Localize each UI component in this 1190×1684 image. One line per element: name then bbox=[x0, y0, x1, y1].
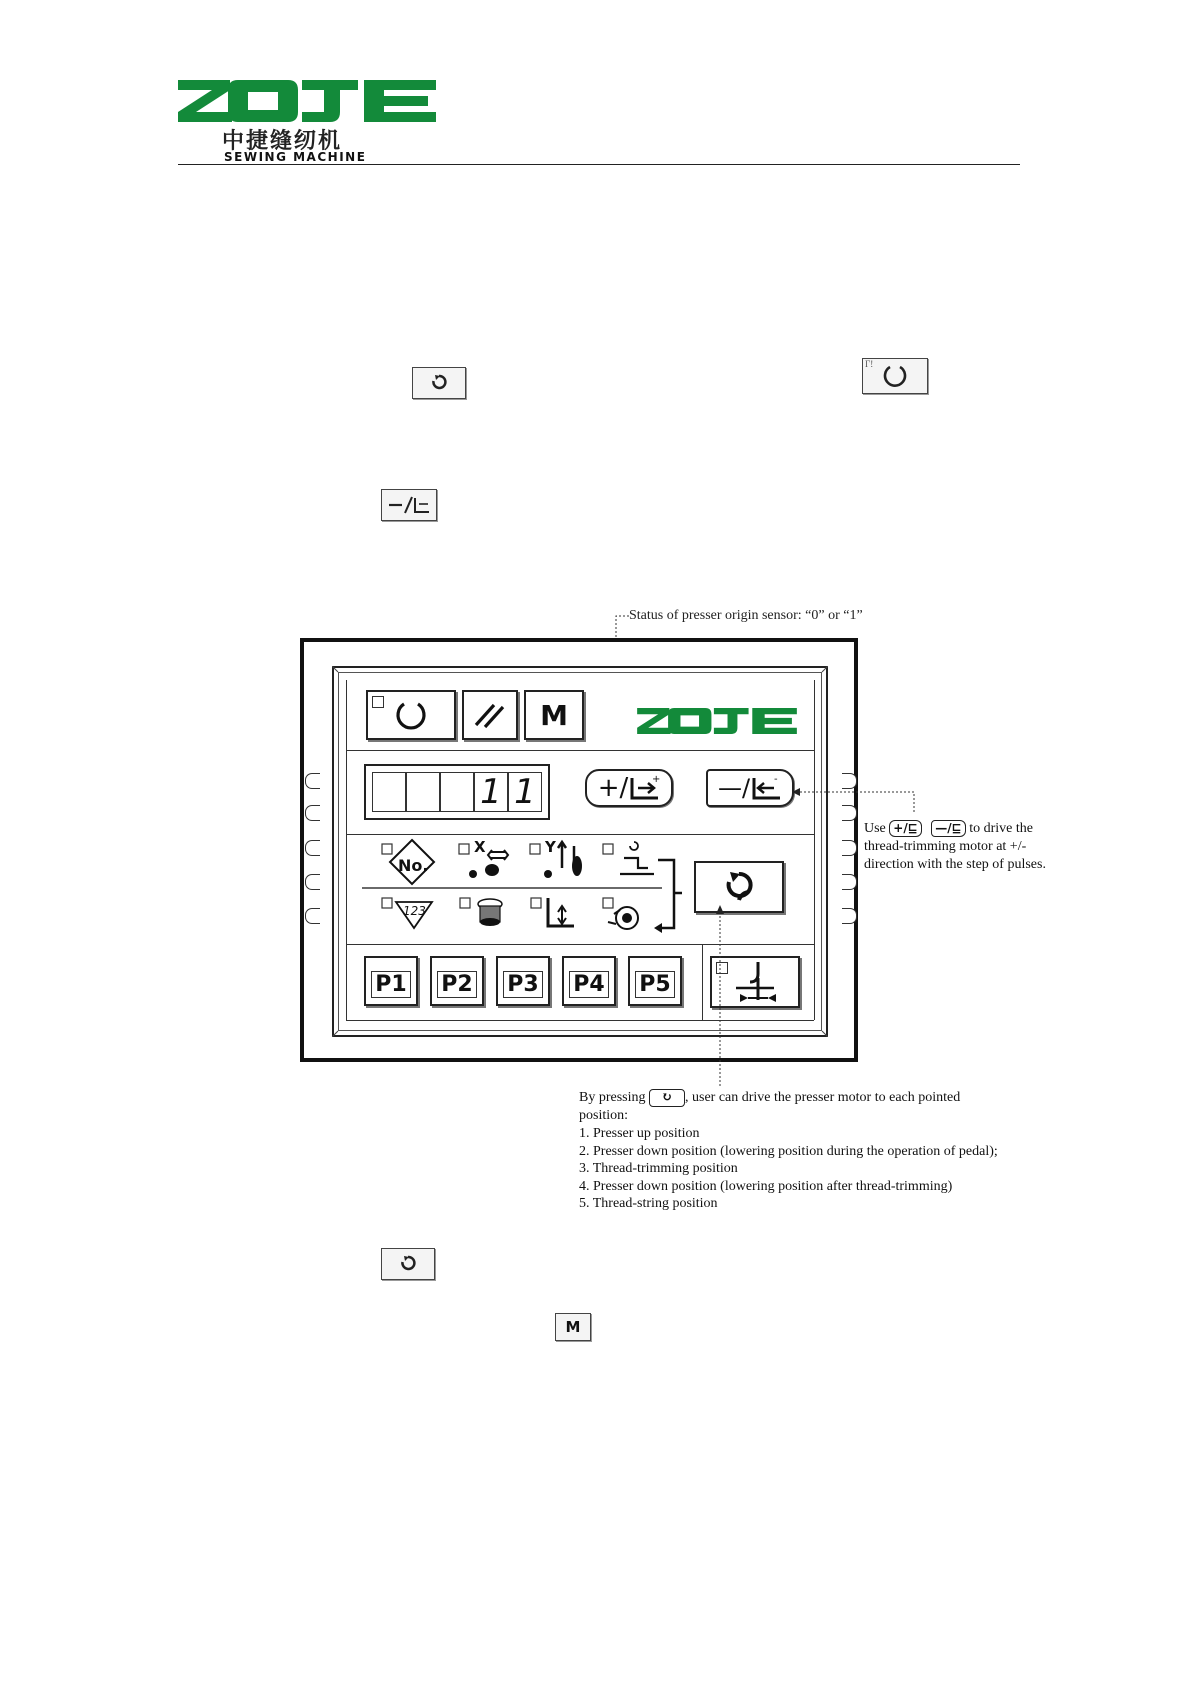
brand-chinese: 中捷缝纫机 bbox=[222, 129, 343, 154]
panel-divider bbox=[702, 944, 703, 1020]
origin-ring-icon bbox=[394, 698, 428, 732]
presser-cycle-icon: ↻ bbox=[649, 1089, 685, 1107]
side-tab bbox=[842, 840, 857, 856]
m-key bbox=[555, 1313, 591, 1341]
use-callout bbox=[864, 820, 1064, 874]
m-button-label: M bbox=[540, 698, 568, 732]
minus-trim-button[interactable] bbox=[706, 769, 794, 807]
panel-divider bbox=[346, 750, 814, 751]
lcd-digit bbox=[406, 772, 440, 812]
header-divider bbox=[178, 164, 1020, 165]
position-list bbox=[579, 1125, 1039, 1213]
minus-trim-key bbox=[381, 489, 437, 521]
program-key-row bbox=[362, 952, 698, 1012]
trim-plus-icon bbox=[628, 774, 660, 802]
use-prefix: Use bbox=[864, 821, 886, 836]
side-tab bbox=[305, 908, 320, 924]
lcd-display bbox=[364, 764, 550, 820]
minus-trim-icon bbox=[386, 494, 432, 516]
side-tab bbox=[842, 908, 857, 924]
side-tab bbox=[305, 805, 320, 821]
position-item: 4. Presser down position (lowering position after thread-trimming) bbox=[579, 1178, 953, 1194]
position-item: 2. Presser down position (lowering position during the operation of pedal); bbox=[579, 1143, 998, 1159]
p1-label: P1 bbox=[371, 971, 410, 998]
press-suffix: , user can drive the presser motor to each pointed bbox=[685, 1090, 961, 1106]
panel-divider bbox=[346, 944, 814, 945]
thread-slash-icon bbox=[472, 699, 508, 731]
use-leader-line bbox=[790, 784, 920, 814]
program-key-p4[interactable] bbox=[562, 956, 616, 1006]
presser-cycle-icon bbox=[724, 870, 754, 904]
position-item: 1. Presser up position bbox=[579, 1126, 700, 1141]
use-line-3: direction with the step of pulses. bbox=[864, 857, 1046, 872]
presser-cycle-key bbox=[412, 367, 466, 399]
presser-cycle-key-2 bbox=[381, 1248, 435, 1280]
p4-label: P4 bbox=[569, 971, 608, 998]
press-line-2: position: bbox=[579, 1108, 629, 1123]
panel-divider bbox=[346, 1020, 814, 1021]
lcd-digit: 1 bbox=[508, 772, 542, 812]
position-item: 3. Thread-trimming position bbox=[579, 1161, 738, 1176]
panel-zoje-logo bbox=[634, 708, 800, 734]
led-indicator bbox=[372, 696, 384, 708]
panel-divider bbox=[346, 834, 814, 835]
origin-key: Γ! bbox=[862, 358, 928, 394]
program-key-p1[interactable] bbox=[364, 956, 418, 1006]
program-key-p5[interactable] bbox=[628, 956, 682, 1006]
side-tab bbox=[305, 773, 320, 789]
x-axis-label: X bbox=[474, 838, 486, 856]
presser-cycle-icon bbox=[400, 1255, 416, 1273]
counter-label: 123 bbox=[403, 904, 426, 918]
lcd-digit bbox=[372, 772, 406, 812]
svg-text:+: + bbox=[652, 774, 661, 785]
side-tab bbox=[305, 840, 320, 856]
p3-label: P3 bbox=[503, 971, 542, 998]
minus-label: —/ bbox=[717, 774, 751, 802]
origin-button[interactable] bbox=[366, 690, 456, 740]
y-axis-label: Y bbox=[545, 838, 556, 856]
side-tab bbox=[305, 874, 320, 890]
press-leader-line bbox=[714, 902, 726, 1088]
sensor-callout: Status of presser origin sensor: “0” or “1” bbox=[629, 608, 863, 623]
lcd-digit: 1 bbox=[474, 772, 508, 812]
press-callout bbox=[579, 1089, 1019, 1125]
panel-divider bbox=[814, 680, 815, 1020]
thread-slash-button[interactable] bbox=[462, 690, 518, 740]
plus-trim-button[interactable] bbox=[585, 769, 673, 807]
trim-minus-icon bbox=[750, 774, 782, 802]
p2-label: P2 bbox=[437, 971, 476, 998]
needle-thread-icon bbox=[732, 960, 778, 1004]
presser-cycle-button[interactable] bbox=[694, 861, 784, 913]
zoje-logo bbox=[178, 80, 436, 122]
lcd-digit bbox=[440, 772, 474, 812]
svg-text:-: - bbox=[774, 774, 778, 785]
use-suffix: to drive the bbox=[969, 821, 1033, 836]
minus-trim-icon: —/⊑ bbox=[931, 820, 965, 837]
side-tab bbox=[842, 874, 857, 890]
number-mode-label: No. bbox=[398, 856, 429, 875]
panel-divider bbox=[346, 680, 347, 1020]
mode-m-button[interactable] bbox=[524, 690, 584, 740]
plus-label: +/ bbox=[597, 773, 629, 803]
position-item: 5. Thread-string position bbox=[579, 1196, 718, 1211]
program-key-p2[interactable] bbox=[430, 956, 484, 1006]
use-line-2: thread-trimming motor at +/- bbox=[864, 839, 1027, 854]
mode-indicators bbox=[362, 838, 682, 938]
press-prefix: By pressing bbox=[579, 1090, 646, 1106]
brand-english: SEWING MACHINE bbox=[224, 150, 367, 164]
program-key-p3[interactable] bbox=[496, 956, 550, 1006]
plus-trim-icon: +/⊑ bbox=[889, 820, 922, 837]
presser-cycle-icon bbox=[431, 374, 447, 392]
m-key-label: M bbox=[565, 1318, 581, 1336]
origin-ring-icon bbox=[882, 363, 908, 389]
p5-label: P5 bbox=[635, 971, 674, 998]
